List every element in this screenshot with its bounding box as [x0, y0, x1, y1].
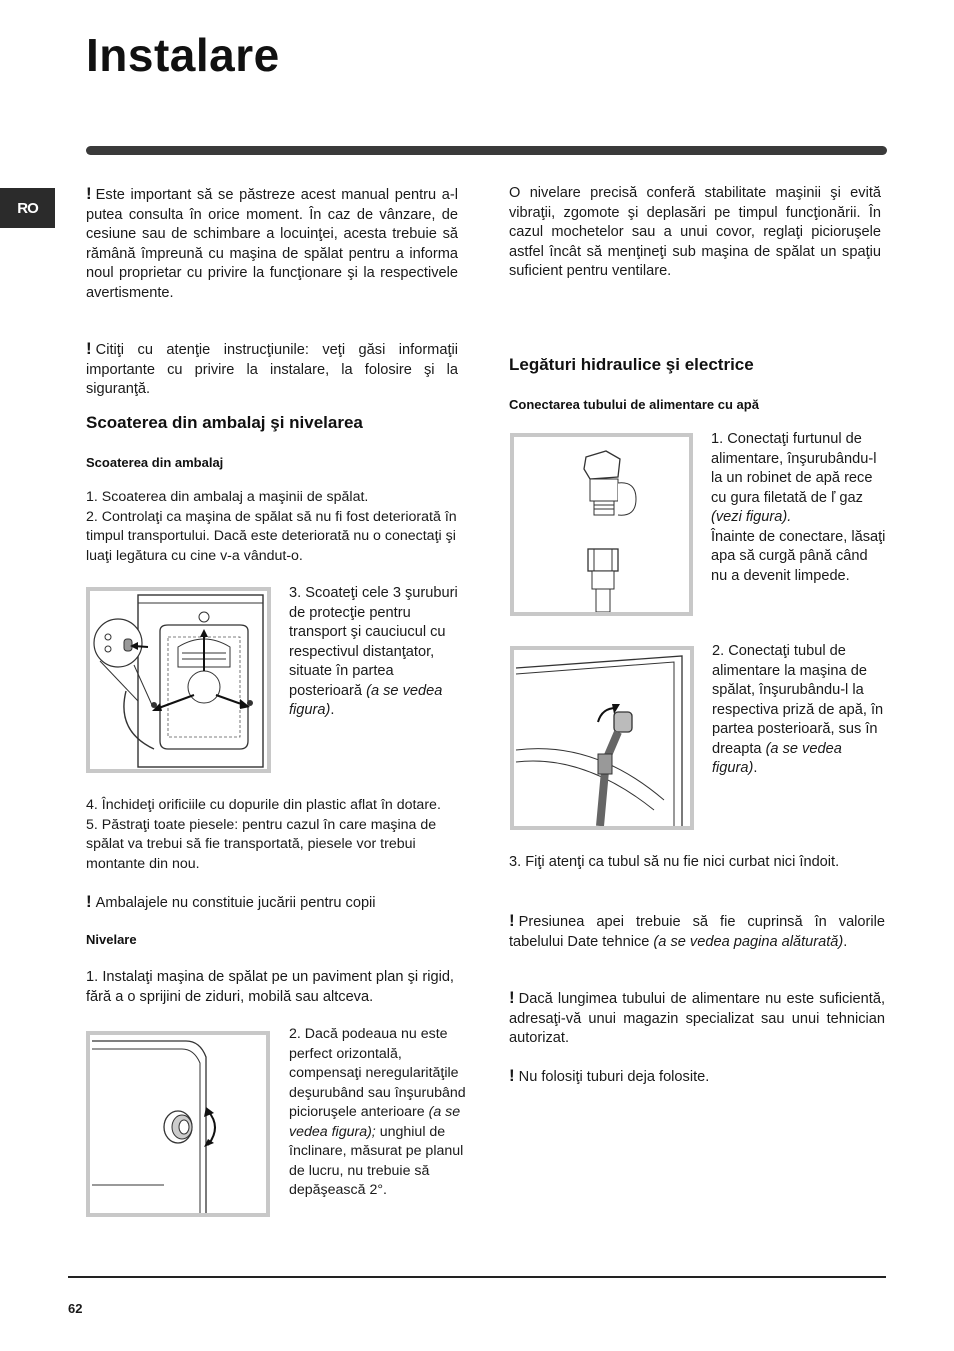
figure-water-tap	[510, 433, 693, 616]
page-title: Instalare	[86, 29, 280, 81]
figure-hose-connection	[510, 646, 694, 830]
warning-hose-length: ! Dacă lungimea tubului de alimentare nu este suficientă, adresaţi-vă unui magazin specializat sau unui tehnician autorizat.	[509, 988, 885, 1046]
language-tab: RO	[0, 188, 55, 228]
hose-step-3: 3. Fiţi atenţi ca tubul să nu fie nici curbat nici îndoit.	[509, 854, 840, 870]
warning-mark: !	[509, 911, 515, 930]
warning-read-instructions: ! Citiţi cu atenţie instrucţiunile: veţi găsi informaţii importante cu privire la instalare, la folosire şi la siguranţă.	[86, 339, 458, 397]
subsection-unpacking: Scoaterea din ambalaj	[86, 455, 224, 470]
warning-used-hoses: ! Nu folosiţi tuburi deja folosite.	[509, 1066, 710, 1085]
title-divider	[86, 146, 887, 155]
warning-packaging: ! Ambalajele nu constituie jucării pentru copii	[86, 892, 376, 911]
hose-step-1: 1. Conectaţi furtunul de alimentare, înşurubându-l la un robinet de apă rece cu gura filetată de ľ gaz (vezi figura). Înainte de conectare, lăsaţi apa să curgă până când nu a devenit limpede.	[711, 431, 886, 584]
leveling-step-2: 2. Dacă podeaua nu este perfect orizontală, compensaţi neregularităţile deşurubând sau înşurubând picioruşele anterioare (a se vedea figura); unghiul de înclinare, măsurat pe planul de lucru, nu trebuie să depăşească 2°.	[289, 1026, 466, 1198]
warning-mark: !	[86, 892, 92, 911]
section-unpacking-leveling: Scoaterea din ambalaj şi nivelarea	[86, 413, 363, 432]
warning-mark: !	[86, 339, 92, 358]
warning-water-pressure: ! Presiunea apei trebuie să fie cuprinsă în valorile tabelului Date tehnice (a se vedea pagina alăturată).	[509, 911, 885, 950]
warning-keep-manual: ! Este important să se păstreze acest manual pentru a-l putea consulta în orice moment. În caz de vânzare, de cesiune sau de schimbare a locuinţei, acesta trebuie să rămână împreună cu maşina de spălat pentru a informa noul proprietar cu privire la funcţionare şi la respectivele avertismente.	[86, 184, 458, 301]
unpacking-steps-1-2: 1. Scoaterea din ambalaj a maşinii de spălat. 2. Controlaţi ca maşina de spălat să nu fi fost deteriorată în timpul transportului. Dacă este deteriorată nu o conectaţi şi luaţi legătura cu cine v-a vândut-o.	[86, 489, 457, 564]
warning-mark: !	[509, 988, 515, 1007]
footer-divider	[68, 1276, 886, 1278]
figure-transport-screws	[86, 587, 271, 773]
page-number: 62	[68, 1301, 83, 1316]
section-hydraulic-electric: Legături hidraulice şi electrice	[509, 355, 754, 374]
subsection-leveling: Nivelare	[86, 932, 137, 947]
subsection-water-hose: Conectarea tubului de alimentare cu apă	[509, 397, 759, 412]
unpacking-steps-4-5: 4. Închideţi orificiile cu dopurile din plastic aflat în dotare. 5. Păstraţi toate piesele: pentru cazul în care maşina de spălat va trebui să fie transportată, piesele vor trebui montante din nou.	[86, 797, 441, 872]
unpacking-step-3: 3. Scoateţi cele 3 şuruburi de protecţie pentru transport şi cauciucul cu respectivul distanţator, situate în partea posterioară (a se vedea figura).	[289, 585, 458, 718]
figure-leveling-foot	[86, 1031, 270, 1217]
warning-mark: !	[509, 1066, 515, 1085]
warning-mark: !	[86, 184, 92, 203]
leveling-intro: O nivelare precisă conferă stabilitate maşinii şi evită vibraţii, zgomote şi deplasări pe timpul funcţionării. În cazul mochetelor sau a unui covor, reglaţi picioruşele astfel încât să menţineţi sub maşina de spălat un spaţiu suficient pentru ventilare.	[509, 185, 881, 279]
leveling-step-1: 1. Instalaţi maşina de spălat pe un paviment plan şi rigid, fără a o sprijini de ziduri, mobilă sau altceva.	[86, 969, 454, 1005]
hose-step-2: 2. Conectaţi tubul de alimentare la maşina de spălat, înşurubându-l la respectiva priză de apă, în partea posterioară, sus în dreapta (a se vedea figura).	[712, 643, 884, 776]
